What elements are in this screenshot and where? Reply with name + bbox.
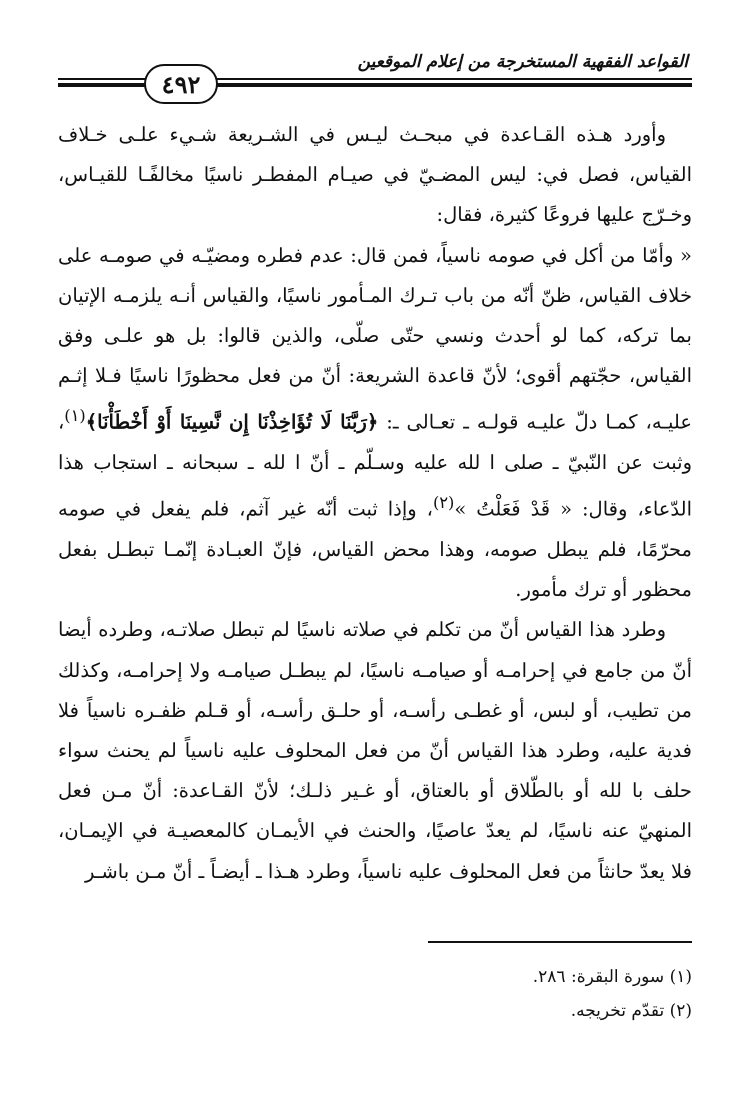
header-rule-thin (210, 78, 692, 80)
header-rule-thin-left (58, 78, 148, 80)
header-rule-thick (210, 83, 692, 87)
footnote-separator (428, 941, 692, 943)
main-text (58, 115, 692, 892)
paragraph-3: وطرد هذا القياس أنّ من تكلم في صلاته ناسيًا لم تبطل صلاتـه، وطرده أيضا أنّ من جامع في إحرامـه أو صيامـه ناسيًا، لم يبطـل صيامـه ولا إحرامـه، وكذلك من تطيب، أو لبس، أو غطـى رأسـه، أو حلـق رأسـه، أو قـلم ظفـره ناسياً فلا فدية عليه، وطرد هذا القياس أنّ من فعل المحلوف عليه ناسياً لم يحنث سواء حلف با لله أو بالطّلاق أو بالعتاق، أو غـير ذلـك؛ لأنّ القـاعدة: أنّ مـن فعل المنهيّ عنه ناسيًا، لم يعدّ عاصيًا، والحنث في الأيمـان كالمعصيـة في الإيمـان، فلا يعدّ حانثاً من فعل المحلوف عليه ناسياً، وطرد هـذا ـ أيضـاً ـ أنّ مـن باشـر (58, 618, 692, 883)
quote-closing: ، وإذا ثبت أنّه غير آثم، فلم يفعل في صومه محرّمًا، فلم يبطل صومه، وهذا محض القياس، فإنّ العبـادة إنّمـا تبطـل بفعل محظور أو ترك مأمور. (58, 497, 692, 602)
page-number: ٤٩٢ (144, 64, 218, 104)
running-head-title: القواعد الفقهية المستخرجة من إعلام الموقعين (357, 52, 688, 72)
paragraph-2 (58, 236, 692, 611)
footnotes (58, 960, 692, 1028)
quran-verse: ﴿رَبَّنَا لَا تُؤَاخِذْنَا إِن نَّسِينَا أَوْ أَخْطَأْنَا﴾ (85, 410, 379, 434)
footnote-ref-1: (١) (64, 406, 86, 426)
quote-middle: ، وثبت عن النّبيّ ـ صلى ا لله عليه وسـلّم ـ أنّ ا لله ـ سبحانه ـ استجاب هذا الدّعاء، وقال: « قَدْ فَعَلْتُ » (58, 410, 692, 521)
header-rule-thick-left (58, 83, 148, 87)
quote-opening: « وأمّا من أكل في صومه ناسياً، فمن قال: عدم فطره ومضيّـه في صومـه على خلاف القياس، ظنّ أنّه من باب تـرك المـأمور ناسيًا، والقياس أنـه يلزمـه الإتيان بما تركه، كما لو أحدث ونسي حتّى صلّى، والذين قالوا: بل هو علـى وفق القياس، حجّتهم أقوى؛ لأنّ قاعدة الشريعة: أنّ من فعل محظورًا ناسيًا فـلا إثـم عليـه، كمـا دلّ عليـه قولـه ـ تعـالى ـ: (58, 243, 692, 434)
footnote-1: (١) سورة البقرة: ٢٨٦. (532, 967, 692, 987)
footnote-ref-2: (٢) (432, 493, 455, 513)
footnote-2: (٢) تقدّم تخريجه. (570, 1001, 692, 1021)
paragraph-1: وأورد هـذه القـاعدة في مبحـث ليـس في الشـريعة شـيء علـى خـلاف القياس، فصل في: ليس المضـيّ في صيـام المفطـر ناسيًا مخالفًـا للقيـاس، وخـرّج عليها فروعًا كثيرة، فقال: (58, 123, 692, 227)
